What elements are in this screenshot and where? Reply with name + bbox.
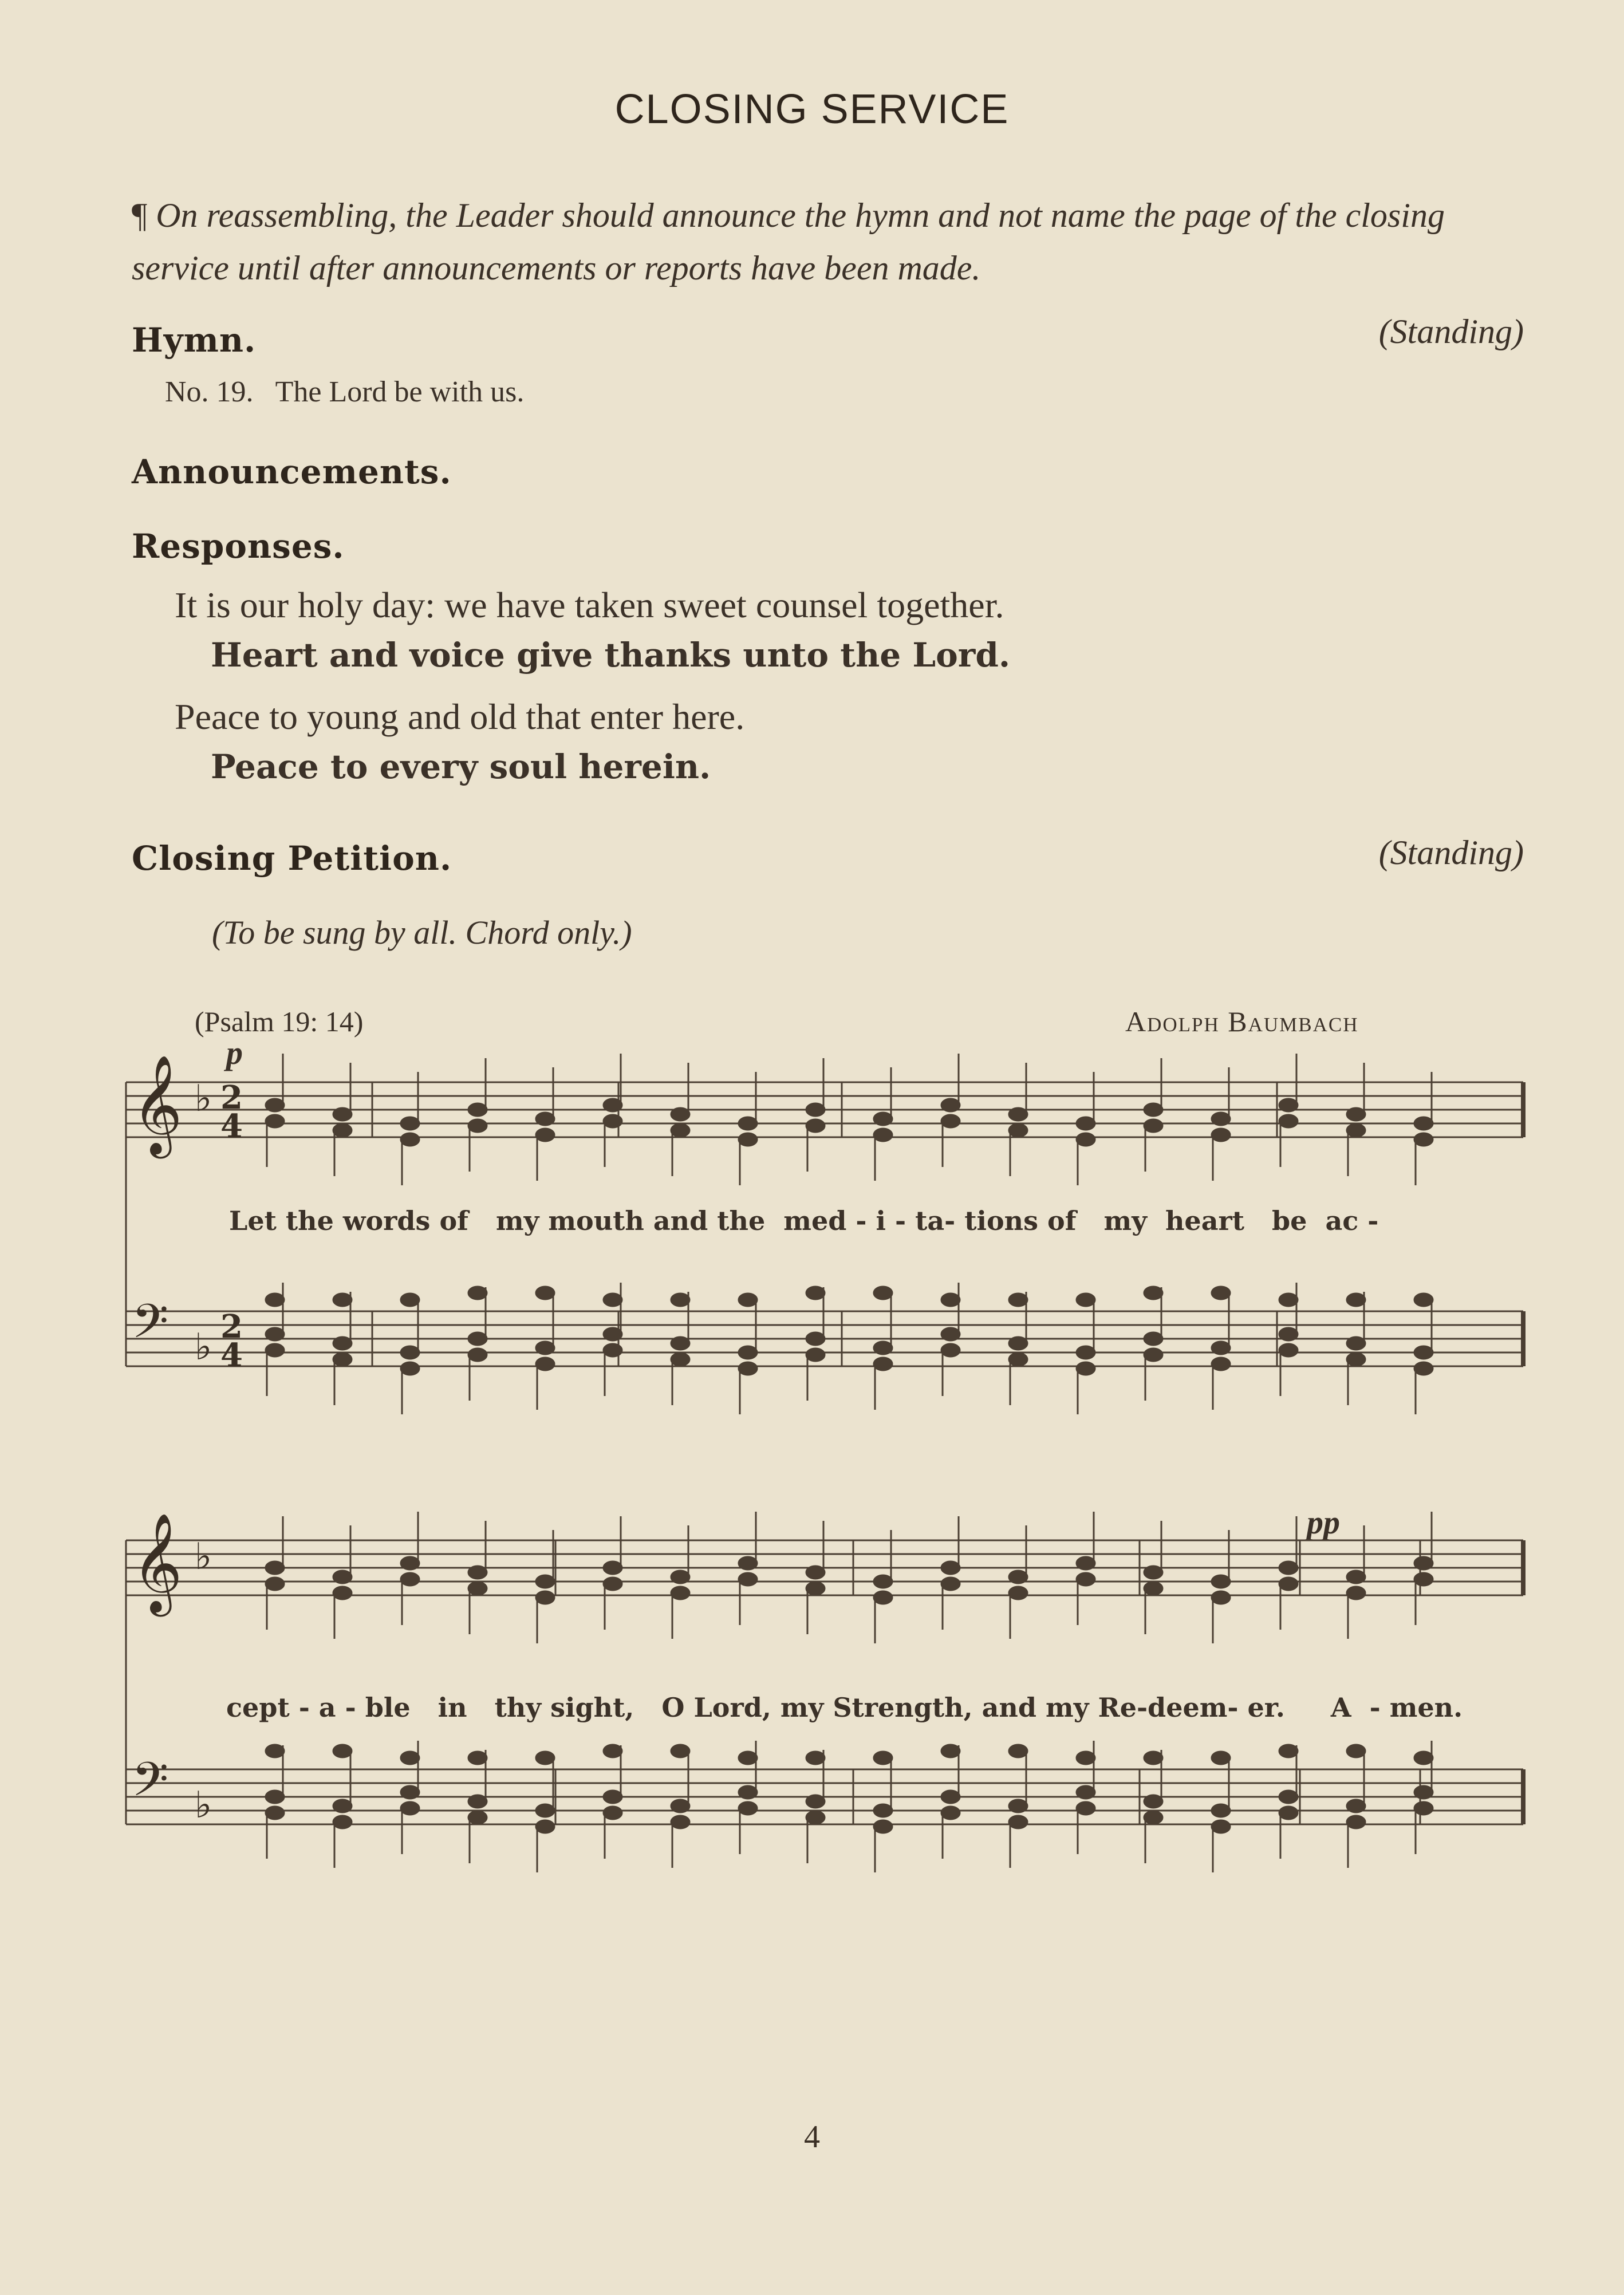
note-head	[468, 1795, 487, 1808]
note-head	[1279, 1561, 1298, 1574]
note-head	[536, 1575, 554, 1588]
note-head	[1009, 1571, 1027, 1583]
note-head	[1212, 1342, 1230, 1354]
note-head	[874, 1820, 892, 1833]
note-head	[1212, 1575, 1230, 1588]
note-head	[806, 1811, 825, 1824]
note-head	[1144, 1348, 1162, 1361]
note-head	[739, 1117, 757, 1130]
rubric-text: On reassembling, the Leader should announce the hymn and not name the page of the closing service until after announcements or reports have been made.	[132, 196, 1445, 287]
note-head	[1347, 1108, 1365, 1121]
note-head	[671, 1587, 689, 1599]
note-head	[1212, 1591, 1230, 1604]
note-head	[1144, 1582, 1162, 1595]
note-head	[874, 1591, 892, 1604]
note-head	[333, 1745, 352, 1757]
petition-heading: Closing Petition.	[132, 839, 452, 878]
note-head	[1212, 1113, 1230, 1125]
page-title: CLOSING SERVICE	[614, 86, 1010, 132]
note-head	[1347, 1294, 1365, 1306]
treble-clef: 𝄞	[132, 1513, 183, 1612]
hymn-heading: Hymn.	[132, 321, 257, 360]
time-signature-top: 2	[220, 1079, 243, 1117]
note-head	[604, 1791, 622, 1803]
note-head	[806, 1582, 825, 1595]
note-head	[266, 1099, 284, 1111]
note-head	[1347, 1337, 1365, 1350]
note-head	[1347, 1800, 1365, 1812]
note-head	[739, 1346, 757, 1359]
note-head	[468, 1287, 487, 1299]
note-head	[1279, 1578, 1298, 1590]
note-head	[671, 1124, 689, 1137]
note-head	[941, 1807, 960, 1819]
note-head	[401, 1362, 419, 1375]
note-head	[806, 1103, 825, 1116]
note-head	[1414, 1573, 1433, 1586]
note-head	[671, 1800, 689, 1812]
note-head	[1414, 1557, 1433, 1570]
note-head	[401, 1573, 419, 1586]
note-head	[1144, 1795, 1162, 1808]
note-head	[1347, 1571, 1365, 1583]
note-head	[739, 1362, 757, 1375]
note-head	[671, 1108, 689, 1121]
flat-key-signature: ♭	[195, 1536, 212, 1578]
note-head	[536, 1342, 554, 1354]
note-head	[739, 1133, 757, 1146]
petition-instruction: (To be sung by all. Chord only.)	[212, 914, 632, 951]
note-head	[1212, 1820, 1230, 1833]
note-head	[1077, 1117, 1095, 1130]
note-head	[604, 1745, 622, 1757]
note-head	[604, 1344, 622, 1357]
composer-credit: Adolph Baumbach	[1125, 1005, 1359, 1038]
note-head	[941, 1328, 960, 1340]
note-head	[333, 1587, 352, 1599]
response-people-1: Heart and voice give thanks unto the Lord.	[211, 636, 1011, 675]
note-head	[1009, 1337, 1027, 1350]
note-head	[671, 1294, 689, 1306]
note-head	[739, 1752, 757, 1764]
note-head	[468, 1752, 487, 1764]
note-head	[806, 1119, 825, 1132]
note-head	[604, 1115, 622, 1127]
note-head	[1009, 1353, 1027, 1366]
note-head	[1279, 1791, 1298, 1803]
note-head	[1077, 1294, 1095, 1306]
note-head	[874, 1575, 892, 1588]
bass-clef: 𝄢	[132, 1752, 169, 1819]
dynamic-mark-pp: pp	[1307, 1504, 1340, 1541]
note-head	[536, 1113, 554, 1125]
note-head	[468, 1103, 487, 1116]
response-people-2: Peace to every soul herein.	[211, 747, 711, 786]
note-head	[1144, 1103, 1162, 1116]
note-head	[1144, 1811, 1162, 1824]
pilcrow-mark: ¶	[132, 196, 148, 234]
note-head	[536, 1804, 554, 1817]
note-head	[401, 1802, 419, 1815]
note-head	[1279, 1745, 1298, 1757]
note-head	[536, 1591, 554, 1604]
note-head	[1009, 1294, 1027, 1306]
response-leader-2: Peace to young and old that enter here.	[175, 696, 745, 737]
note-head	[806, 1795, 825, 1808]
note-head	[1212, 1129, 1230, 1141]
note-head	[1009, 1816, 1027, 1828]
note-head	[401, 1117, 419, 1130]
note-head	[1077, 1786, 1095, 1799]
note-head	[1077, 1133, 1095, 1146]
note-head	[1279, 1294, 1298, 1306]
note-head	[806, 1348, 825, 1361]
treble-clef: 𝄞	[132, 1055, 183, 1154]
bass-clef: 𝄢	[132, 1294, 169, 1361]
note-head	[266, 1561, 284, 1574]
note-head	[1009, 1745, 1027, 1757]
note-head	[604, 1328, 622, 1340]
note-head	[1144, 1566, 1162, 1579]
note-head	[874, 1287, 892, 1299]
note-head	[739, 1557, 757, 1570]
note-head	[739, 1786, 757, 1799]
note-head	[1414, 1752, 1433, 1764]
note-head	[1144, 1332, 1162, 1345]
time-signature-top: 2	[220, 1308, 243, 1346]
flat-key-signature: ♭	[195, 1078, 212, 1120]
note-head	[874, 1752, 892, 1764]
note-head	[266, 1328, 284, 1340]
note-head	[806, 1287, 825, 1299]
note-head	[266, 1791, 284, 1803]
hymn-number: No. 19.	[165, 376, 254, 408]
note-head	[333, 1337, 352, 1350]
note-head	[266, 1807, 284, 1819]
petition-posture: (Standing)	[1378, 834, 1524, 872]
note-head	[536, 1287, 554, 1299]
note-head	[1414, 1362, 1433, 1375]
note-head	[941, 1099, 960, 1111]
note-head	[266, 1578, 284, 1590]
note-head	[1212, 1804, 1230, 1817]
note-head	[536, 1752, 554, 1764]
note-head	[1212, 1287, 1230, 1299]
note-head	[671, 1353, 689, 1366]
psalm-reference: (Psalm 19: 14)	[195, 1005, 364, 1038]
page-number: 4	[804, 2119, 820, 2155]
note-head	[1414, 1133, 1433, 1146]
note-head	[401, 1557, 419, 1570]
note-head	[266, 1344, 284, 1357]
note-head	[941, 1115, 960, 1127]
time-signature-bottom: 4	[220, 1107, 243, 1145]
note-head	[604, 1099, 622, 1111]
note-head	[1414, 1346, 1433, 1359]
response-leader-1: It is our holy day: we have taken sweet counsel together.	[175, 585, 1004, 625]
note-head	[468, 1566, 487, 1579]
note-head	[1414, 1294, 1433, 1306]
note-head	[1212, 1358, 1230, 1370]
note-head	[874, 1358, 892, 1370]
note-head	[1077, 1557, 1095, 1570]
note-head	[874, 1342, 892, 1354]
note-head	[1414, 1786, 1433, 1799]
responses-heading: Responses.	[132, 527, 345, 566]
note-head	[739, 1802, 757, 1815]
note-head	[1414, 1117, 1433, 1130]
note-head	[401, 1294, 419, 1306]
dynamic-mark-p: p	[226, 1034, 243, 1071]
announcements-heading: Announcements.	[132, 452, 452, 491]
note-head	[604, 1578, 622, 1590]
note-head	[1279, 1328, 1298, 1340]
note-head	[671, 1337, 689, 1350]
note-head	[1279, 1115, 1298, 1127]
note-head	[671, 1745, 689, 1757]
note-head	[401, 1346, 419, 1359]
note-head	[941, 1294, 960, 1306]
note-head	[604, 1294, 622, 1306]
note-head	[941, 1561, 960, 1574]
note-head	[1144, 1752, 1162, 1764]
note-head	[941, 1791, 960, 1803]
note-head	[401, 1786, 419, 1799]
note-head	[1009, 1800, 1027, 1812]
flat-key-signature: ♭	[195, 1326, 212, 1369]
note-head	[1347, 1124, 1365, 1137]
note-head	[941, 1344, 960, 1357]
note-head	[874, 1113, 892, 1125]
note-head	[333, 1816, 352, 1828]
note-head	[1009, 1124, 1027, 1137]
note-head	[401, 1752, 419, 1764]
note-head	[468, 1332, 487, 1345]
note-head	[806, 1752, 825, 1764]
note-head	[1279, 1807, 1298, 1819]
note-head	[806, 1566, 825, 1579]
note-head	[874, 1129, 892, 1141]
note-head	[333, 1294, 352, 1306]
note-head	[1347, 1587, 1365, 1599]
note-head	[266, 1115, 284, 1127]
note-head	[671, 1816, 689, 1828]
note-head	[806, 1332, 825, 1345]
note-head	[1077, 1346, 1095, 1359]
note-head	[1279, 1344, 1298, 1357]
note-head	[1144, 1287, 1162, 1299]
note-head	[874, 1804, 892, 1817]
note-head	[1077, 1802, 1095, 1815]
note-head	[941, 1578, 960, 1590]
note-head	[1077, 1752, 1095, 1764]
note-head	[1009, 1108, 1027, 1121]
note-head	[536, 1358, 554, 1370]
note-head	[671, 1571, 689, 1583]
note-head	[468, 1348, 487, 1361]
lyrics-line-2: cept - a - ble in thy sight, O Lord, my Strength, and my Re-deem- er. A - men.	[226, 1692, 1463, 1723]
note-head	[401, 1133, 419, 1146]
note-head	[1144, 1119, 1162, 1132]
note-head	[1077, 1573, 1095, 1586]
note-head	[468, 1811, 487, 1824]
note-head	[333, 1800, 352, 1812]
note-head	[468, 1119, 487, 1132]
note-head	[1279, 1099, 1298, 1111]
note-head	[1347, 1353, 1365, 1366]
note-head	[468, 1582, 487, 1595]
note-head	[1414, 1802, 1433, 1815]
note-head	[266, 1745, 284, 1757]
hymn-posture: (Standing)	[1378, 313, 1524, 350]
note-head	[266, 1294, 284, 1306]
note-head	[1009, 1587, 1027, 1599]
note-head	[604, 1561, 622, 1574]
note-head	[941, 1745, 960, 1757]
lyrics-line-1: Let the words of my mouth and the med - i - ta- tions of my heart be ac -	[229, 1205, 1379, 1236]
note-head	[333, 1353, 352, 1366]
note-head	[1347, 1745, 1365, 1757]
note-head	[333, 1108, 352, 1121]
note-head	[1212, 1752, 1230, 1764]
note-head	[1347, 1816, 1365, 1828]
note-head	[333, 1124, 352, 1137]
note-head	[536, 1129, 554, 1141]
note-head	[333, 1571, 352, 1583]
note-head	[1077, 1362, 1095, 1375]
note-head	[604, 1807, 622, 1819]
note-head	[536, 1820, 554, 1833]
note-head	[739, 1573, 757, 1586]
flat-key-signature: ♭	[195, 1784, 212, 1827]
time-signature-bottom: 4	[220, 1336, 243, 1374]
note-head	[739, 1294, 757, 1306]
hymn-name: The Lord be with us.	[275, 376, 525, 408]
